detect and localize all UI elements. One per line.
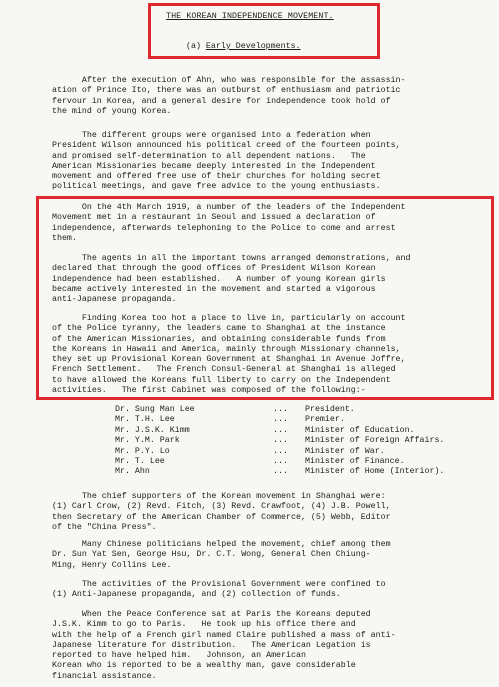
cabinet-member-name: Mr. Ahn — [115, 467, 150, 477]
cabinet-member-role: Minister of Home (Interior). — [305, 467, 445, 477]
text-line: The different groups were organised into a federation when — [52, 131, 371, 140]
text-line: with the help of a French girl named Claire published a mass of anti- — [52, 630, 396, 640]
cabinet-member-name: Dr. Sung Man Lee — [115, 405, 195, 414]
text-line: Ming, Henry Collins Lee. — [52, 560, 172, 570]
cabinet-leader-dots: ... — [273, 425, 288, 435]
text-line: On the 4th March 1919, a number of the leaders of the Independent — [52, 203, 406, 212]
text-line: The activities of the Provisional Government were confined to — [52, 580, 386, 589]
text-line: of the "China Press". — [52, 522, 157, 532]
subtitle-text: Early Developments. — [205, 42, 301, 51]
cabinet-member-role: Minister of Education. — [305, 425, 415, 435]
cabinet-leader-dots: ... — [273, 467, 288, 477]
text-line: they set up Provisional Korean Government at Shanghai in Avenue Joffre, — [52, 355, 406, 365]
cabinet-member-name: Mr. T.H. Lee — [115, 415, 175, 425]
text-line: (1) Carl Crow, (2) Revd. Fitch, (3) Revd. Crawfoot, (4) J.B. Powell, — [52, 502, 391, 512]
text-line: reported to have helped him. Johnson, an American — [52, 651, 306, 661]
cabinet-member-name: Mr. J.S.K. Kimm — [115, 425, 190, 435]
paragraph — [52, 492, 492, 533]
text-line: declared that through the good offices of President Wilson Korean — [52, 264, 376, 274]
text-line: J.S.K. Kimm to go to Paris. He took up his office there and — [52, 620, 356, 630]
text-line: and promised self-determination to all dependent nations. The — [52, 151, 366, 161]
text-line: activities. The first Cabinet was composed of the following:- — [52, 386, 366, 396]
cabinet-row — [115, 457, 485, 467]
paragraph — [52, 314, 492, 396]
cabinet-member-name: Mr. P.Y. Lo — [115, 446, 170, 456]
cabinet-leader-dots: ... — [273, 405, 288, 414]
paragraph — [52, 76, 492, 117]
text-line: independence had been established. A number of young Korean girls — [52, 274, 386, 284]
cabinet-leader-dots: ... — [273, 446, 288, 456]
cabinet-member-role: President. — [305, 405, 355, 414]
document-title: THE KOREAN INDEPENDENCE MOVEMENT. — [166, 12, 334, 21]
text-line: ation of Prince Ito, there was an outburst of enthusiasm and patriotic — [52, 86, 401, 96]
cabinet-row — [115, 405, 485, 415]
cabinet-member-name: Mr. T. Lee — [115, 456, 165, 466]
text-line: Dr. Sun Yat Sen, George Hsu, Dr. C.T. Wong, General Chen Chiung- — [52, 550, 371, 560]
text-line: When the Peace Conference sat at Paris the Koreans deputed — [52, 610, 371, 619]
cabinet-leader-dots: ... — [273, 436, 288, 446]
text-line: political meetings, and gave free advice to the young enthusiasts. — [52, 182, 381, 192]
paragraph — [52, 580, 492, 601]
text-line: of the American Missionaries, and obtaining considerable funds from — [52, 334, 386, 344]
text-line: fervour in Korea, and a general desire for independence took hold of — [52, 96, 391, 106]
cabinet-leader-dots: ... — [273, 415, 288, 425]
cabinet-row — [115, 426, 485, 436]
cabinet-member-role: Minister of Foreign Affairs. — [305, 436, 445, 446]
text-line: became actively interested in the movement and started a vigorous — [52, 284, 376, 294]
text-line: financial assistance. — [52, 671, 157, 681]
text-line: Finding Korea too hot a place to live in, particularly on account — [52, 314, 406, 323]
text-line: the mind of young Korea. — [52, 106, 172, 116]
paragraph — [52, 203, 492, 244]
cabinet-member-role: Premier. — [305, 415, 345, 425]
cabinet-list — [115, 405, 485, 478]
text-line: Many Chinese politicians helped the movement, chief among them — [52, 540, 391, 549]
paragraph — [52, 131, 492, 193]
text-line: Japanese literature for distribution. The American Legation is — [52, 640, 371, 650]
text-line: French Settlement. The French Consul-General at Shanghai is alleged — [52, 365, 396, 375]
cabinet-row — [115, 467, 485, 477]
text-line: the Koreans in Hawaii and America, mainly through Missionary channels, — [52, 344, 401, 354]
subtitle-prefix: (a) — [186, 42, 206, 51]
paragraph — [52, 254, 492, 305]
text-line: The chief supporters of the Korean movement in Shanghai were: — [52, 492, 386, 501]
cabinet-leader-dots: ... — [273, 456, 288, 466]
cabinet-row — [115, 415, 485, 425]
text-line: President Wilson announced his political creed of the fourteen points, — [52, 141, 401, 151]
text-line: independence, afterwards telephoning to the Police to come and arrest — [52, 223, 396, 233]
text-line: anti-Japanese propaganda. — [52, 295, 177, 305]
text-line: After the execution of Ahn, who was responsible for the assassin- — [52, 76, 406, 85]
cabinet-member-name: Mr. Y.M. Park — [115, 436, 180, 446]
text-line: The agents in all the important towns arranged demonstrations, and — [52, 254, 411, 263]
text-line: of the Police tyranny, the leaders came to Shanghai at the instance — [52, 324, 386, 334]
paragraph — [52, 540, 492, 571]
text-line: them. — [52, 233, 77, 243]
section-subtitle — [186, 42, 301, 51]
watermark — [280, 640, 490, 670]
text-line: Movement met in a restaurant in Seoul and issued a declaration of — [52, 213, 376, 223]
text-line: Korean who is reported to be a wealthy man, gave considerable — [52, 661, 356, 671]
cabinet-member-role: Minister of War. — [305, 446, 385, 456]
text-line: (1) Anti-Japanese propaganda, and (2) collection of funds. — [52, 590, 341, 600]
text-line: to have allowed the Koreans full liberty to carry on the Independent — [52, 375, 391, 385]
text-line: movement and offered free use of their churches for holding secret — [52, 172, 381, 182]
text-line: then Secretary of the American Chamber of Commerce, (5) Webb, Editor — [52, 512, 391, 522]
cabinet-row — [115, 436, 485, 446]
cabinet-member-role: Minister of Finance. — [305, 456, 405, 466]
text-line: American Missionaries became deeply interested in the Independent — [52, 161, 376, 171]
cabinet-row — [115, 447, 485, 457]
